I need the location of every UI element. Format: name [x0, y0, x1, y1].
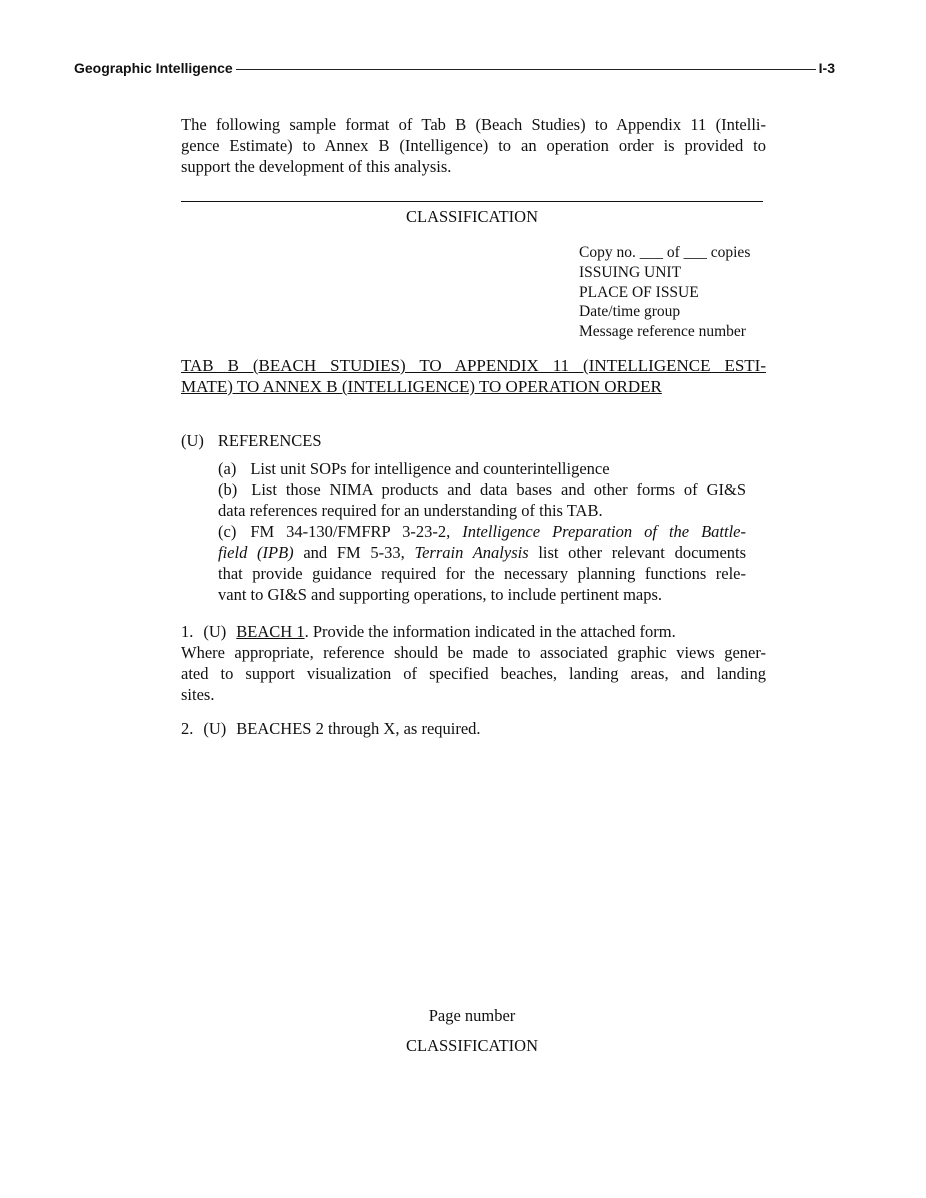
- paragraph-1-line: [181, 621, 766, 642]
- header-rule: [236, 69, 816, 70]
- date-time-group-line: Date/time group: [579, 303, 681, 321]
- reference-text: data references required for an understanding of this TAB.: [218, 501, 603, 520]
- reference-item-b: [218, 479, 746, 500]
- tab-title: [181, 355, 766, 397]
- reference-text: FM 34-130/FMFRP 3-23-2,: [250, 522, 451, 541]
- reference-title: field (IPB): [218, 543, 294, 562]
- reference-marker: (a): [218, 459, 237, 478]
- paragraph-2: [181, 718, 481, 739]
- paragraph-1-line: ated to support visualization of specified beaches, landing areas, and landing: [181, 664, 766, 683]
- running-header: [74, 58, 835, 78]
- references-list: [218, 458, 746, 605]
- page-id: I-3: [818, 60, 835, 76]
- paragraph-number: 1.: [181, 622, 194, 641]
- reference-marker: (c): [218, 522, 237, 541]
- classification-top: CLASSIFICATION: [405, 207, 539, 226]
- reference-item-c: [218, 521, 746, 542]
- reference-title: Intelligence Preparation of the Battle-: [462, 522, 746, 541]
- copy-no-line: Copy no. ___ of ___ copies: [579, 244, 751, 261]
- paragraph-text: BEACHES 2 through X, as required.: [236, 719, 481, 738]
- tab-title-line: MATE) TO ANNEX B (INTELLIGENCE) TO OPERATION ORDER: [181, 377, 662, 396]
- reference-item-a: [218, 458, 746, 479]
- paragraph-1: [181, 621, 766, 705]
- reference-text: that provide guidance required for the necessary planning functions rele-: [218, 564, 746, 583]
- place-of-issue-line: PLACE OF ISSUE: [579, 283, 699, 301]
- page-number-placeholder: Page number: [428, 1006, 516, 1025]
- issuing-unit-line: ISSUING UNIT: [579, 263, 682, 281]
- references-prefix: (U): [181, 431, 204, 450]
- section-title: Geographic Intelligence: [74, 60, 233, 76]
- intro-line: The following sample format of Tab B (Beach Studies) to Appendix 11 (Intelli-: [181, 115, 766, 134]
- references-heading: [181, 430, 322, 451]
- tab-title-line: TAB B (BEACH STUDIES) TO APPENDIX 11 (INTELLIGENCE ESTI-: [181, 356, 766, 375]
- classification-bottom: CLASSIFICATION: [405, 1036, 539, 1055]
- intro-paragraph: [181, 114, 766, 177]
- paragraph-text: . Provide the information indicated in the attached form.: [304, 622, 676, 641]
- reference-text: List unit SOPs for intelligence and counterintelligence: [250, 459, 610, 478]
- intro-line: support the development of this analysis.: [181, 157, 452, 176]
- paragraph-prefix: (U): [203, 622, 227, 641]
- paragraph-prefix: (U): [203, 719, 227, 738]
- copy-block: [579, 243, 769, 342]
- paragraph-heading: BEACH 1: [236, 622, 305, 641]
- paragraph-1-line: Where appropriate, reference should be made to associated graphic views gener-: [181, 643, 766, 662]
- reference-text: vant to GI&S and supporting operations, to include pertinent maps.: [218, 585, 663, 604]
- reference-text: list other relevant documents: [538, 543, 747, 562]
- paragraph-number: 2.: [181, 719, 194, 738]
- reference-title: Terrain Analysis: [414, 543, 529, 562]
- form-top-rule: [181, 201, 763, 202]
- reference-text: List those NIMA products and data bases and other forms of GI&S: [251, 480, 746, 499]
- paragraph-1-line: sites.: [181, 685, 215, 704]
- reference-text: and FM 5-33,: [303, 543, 405, 562]
- message-reference-line: Message reference number: [579, 323, 746, 341]
- intro-line: gence Estimate) to Annex B (Intelligence) to an operation order is provided to: [181, 136, 766, 155]
- reference-marker: (b): [218, 480, 238, 499]
- references-label: REFERENCES: [217, 431, 322, 450]
- reference-line: [218, 542, 746, 563]
